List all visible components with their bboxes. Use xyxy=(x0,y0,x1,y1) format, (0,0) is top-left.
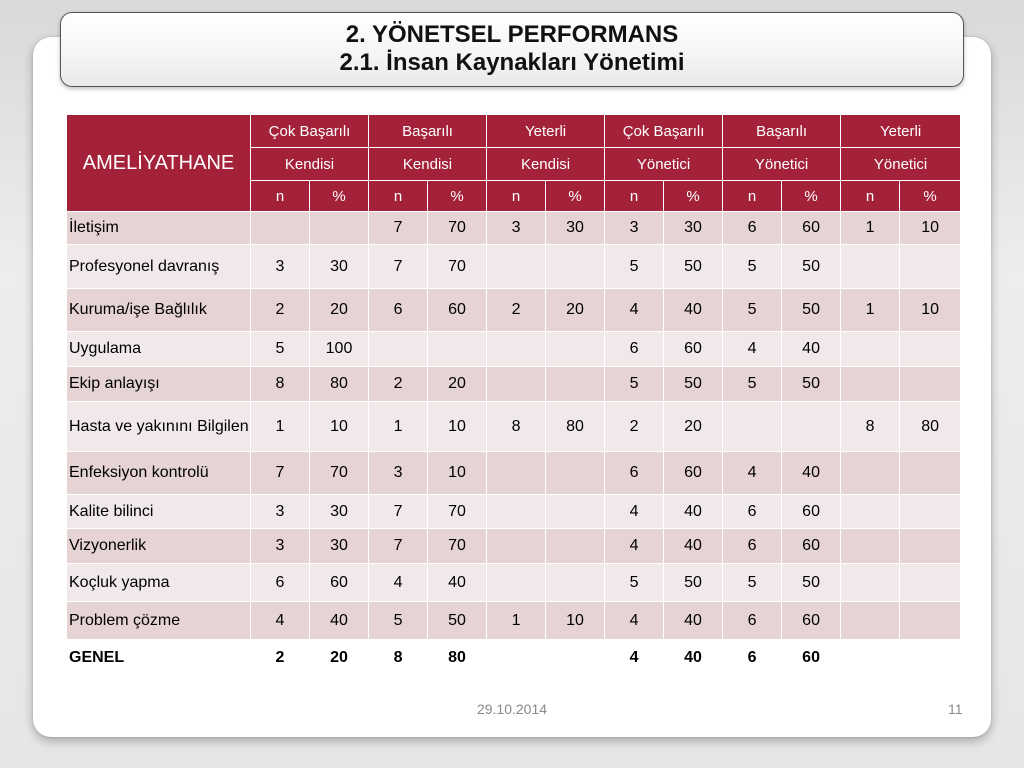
n-cell xyxy=(487,367,546,402)
group-header: Başarılı xyxy=(723,115,841,148)
n-header: n xyxy=(251,181,310,212)
page-number: 11 xyxy=(948,701,963,717)
n-cell: 1 xyxy=(369,402,428,452)
row-label: Hasta ve yakınını Bilgilen xyxy=(67,402,251,452)
n-cell: 6 xyxy=(723,529,782,564)
n-cell xyxy=(487,332,546,367)
n-cell: 4 xyxy=(605,529,664,564)
n-cell: 8 xyxy=(251,367,310,402)
n-cell xyxy=(251,212,310,245)
pct-cell: 80 xyxy=(428,640,487,677)
n-cell: 3 xyxy=(369,452,428,495)
n-cell: 2 xyxy=(487,289,546,332)
n-cell xyxy=(841,245,900,289)
table-row xyxy=(67,289,961,332)
n-cell: 1 xyxy=(841,289,900,332)
n-cell xyxy=(487,564,546,602)
pct-cell: 40 xyxy=(310,602,369,640)
pct-cell xyxy=(900,452,961,495)
n-cell: 6 xyxy=(723,212,782,245)
table-row xyxy=(67,495,961,529)
table-row xyxy=(67,332,961,367)
pct-cell xyxy=(546,452,605,495)
pct-cell: 10 xyxy=(546,602,605,640)
table-row xyxy=(67,564,961,602)
pct-cell: 30 xyxy=(310,529,369,564)
n-cell xyxy=(723,402,782,452)
group-header: Başarılı xyxy=(369,115,487,148)
row-label: Ekip anlayışı xyxy=(67,367,251,402)
n-cell xyxy=(487,529,546,564)
n-cell: 4 xyxy=(605,289,664,332)
pct-cell: 60 xyxy=(782,602,841,640)
pct-cell: 10 xyxy=(900,289,961,332)
pct-cell: 10 xyxy=(428,402,487,452)
pct-cell: 70 xyxy=(310,452,369,495)
n-cell: 4 xyxy=(723,332,782,367)
pct-cell xyxy=(900,529,961,564)
n-cell: 3 xyxy=(251,245,310,289)
pct-cell: 40 xyxy=(664,640,723,677)
pct-cell: 40 xyxy=(664,602,723,640)
n-cell xyxy=(487,245,546,289)
pct-cell: 70 xyxy=(428,529,487,564)
pct-cell: 40 xyxy=(428,564,487,602)
pct-cell: 30 xyxy=(310,245,369,289)
row-label: Profesyonel davranış xyxy=(67,245,251,289)
n-cell: 7 xyxy=(369,245,428,289)
n-cell: 5 xyxy=(605,564,664,602)
n-cell: 4 xyxy=(369,564,428,602)
pct-cell xyxy=(900,245,961,289)
pct-cell: 50 xyxy=(782,564,841,602)
table-row xyxy=(67,212,961,245)
row-label: Problem çözme xyxy=(67,602,251,640)
pct-cell: 30 xyxy=(664,212,723,245)
table-row xyxy=(67,640,961,677)
n-cell xyxy=(841,564,900,602)
row-label: Kuruma/işe Bağlılık xyxy=(67,289,251,332)
rater-header: Yönetici xyxy=(605,148,723,181)
n-cell xyxy=(841,602,900,640)
pct-cell xyxy=(782,402,841,452)
n-cell: 1 xyxy=(487,602,546,640)
pct-cell: 20 xyxy=(428,367,487,402)
pct-cell: 10 xyxy=(428,452,487,495)
row-label: Vizyonerlik xyxy=(67,529,251,564)
pct-cell: 40 xyxy=(782,452,841,495)
pct-cell: 40 xyxy=(782,332,841,367)
pct-cell: 100 xyxy=(310,332,369,367)
footer-date: 29.10.2014 xyxy=(476,701,548,717)
n-cell: 3 xyxy=(487,212,546,245)
pct-header: % xyxy=(664,181,723,212)
pct-cell: 20 xyxy=(310,289,369,332)
table-row xyxy=(67,245,961,289)
n-cell xyxy=(841,495,900,529)
n-header: n xyxy=(487,181,546,212)
pct-cell: 20 xyxy=(310,640,369,677)
rater-header: Kendisi xyxy=(369,148,487,181)
row-label: İletişim xyxy=(67,212,251,245)
n-cell xyxy=(841,529,900,564)
table-corner-header: AMELİYATHANE xyxy=(67,115,251,212)
table-row xyxy=(67,452,961,495)
n-cell: 6 xyxy=(723,602,782,640)
page-title: 2. YÖNETSEL PERFORMANS xyxy=(345,21,679,48)
pct-cell: 80 xyxy=(900,402,961,452)
rater-header: Kendisi xyxy=(251,148,369,181)
title-box xyxy=(60,12,964,87)
n-cell xyxy=(487,452,546,495)
n-cell: 2 xyxy=(251,640,310,677)
pct-header: % xyxy=(782,181,841,212)
pct-cell: 60 xyxy=(664,452,723,495)
pct-cell: 60 xyxy=(310,564,369,602)
pct-cell: 40 xyxy=(664,529,723,564)
pct-cell xyxy=(546,332,605,367)
n-cell: 1 xyxy=(841,212,900,245)
pct-cell: 70 xyxy=(428,495,487,529)
pct-cell: 60 xyxy=(782,495,841,529)
n-cell: 5 xyxy=(605,245,664,289)
n-cell xyxy=(841,332,900,367)
table-row xyxy=(67,402,961,452)
n-cell: 5 xyxy=(723,289,782,332)
pct-cell xyxy=(310,212,369,245)
table-row xyxy=(67,602,961,640)
n-cell: 3 xyxy=(605,212,664,245)
n-cell xyxy=(369,332,428,367)
n-cell: 4 xyxy=(723,452,782,495)
pct-cell xyxy=(546,564,605,602)
pct-header: % xyxy=(546,181,605,212)
n-cell: 6 xyxy=(605,452,664,495)
pct-cell: 50 xyxy=(428,602,487,640)
n-cell: 6 xyxy=(723,640,782,677)
n-cell: 5 xyxy=(723,564,782,602)
group-header: Yeterli xyxy=(841,115,961,148)
performance-table xyxy=(66,114,961,677)
n-cell: 6 xyxy=(251,564,310,602)
pct-cell: 60 xyxy=(782,212,841,245)
n-cell xyxy=(487,640,546,677)
n-header: n xyxy=(723,181,782,212)
pct-cell: 60 xyxy=(428,289,487,332)
pct-cell xyxy=(546,367,605,402)
pct-cell: 80 xyxy=(546,402,605,452)
pct-cell xyxy=(900,495,961,529)
rater-header: Yönetici xyxy=(841,148,961,181)
pct-cell: 50 xyxy=(782,367,841,402)
pct-header: % xyxy=(900,181,961,212)
pct-cell: 20 xyxy=(546,289,605,332)
n-cell: 5 xyxy=(251,332,310,367)
pct-cell: 50 xyxy=(782,289,841,332)
pct-cell: 50 xyxy=(664,367,723,402)
n-header: n xyxy=(369,181,428,212)
n-cell: 2 xyxy=(369,367,428,402)
n-cell: 6 xyxy=(369,289,428,332)
row-label: Kalite bilinci xyxy=(67,495,251,529)
pct-cell xyxy=(546,245,605,289)
pct-cell xyxy=(900,367,961,402)
pct-cell xyxy=(900,332,961,367)
n-cell: 5 xyxy=(605,367,664,402)
row-label: Uygulama xyxy=(67,332,251,367)
n-cell: 3 xyxy=(251,495,310,529)
n-header: n xyxy=(841,181,900,212)
n-cell: 4 xyxy=(251,602,310,640)
pct-cell: 70 xyxy=(428,245,487,289)
row-label: Enfeksiyon kontrolü xyxy=(67,452,251,495)
pct-cell xyxy=(428,332,487,367)
n-cell: 7 xyxy=(369,212,428,245)
pct-cell xyxy=(546,529,605,564)
pct-cell: 50 xyxy=(664,245,723,289)
n-cell: 8 xyxy=(487,402,546,452)
n-cell: 6 xyxy=(723,495,782,529)
pct-cell: 50 xyxy=(782,245,841,289)
pct-cell: 60 xyxy=(782,529,841,564)
pct-cell xyxy=(900,602,961,640)
n-cell: 7 xyxy=(251,452,310,495)
table-body xyxy=(67,212,961,677)
n-cell: 7 xyxy=(369,495,428,529)
rater-header: Yönetici xyxy=(723,148,841,181)
n-cell xyxy=(841,640,900,677)
pct-cell: 80 xyxy=(310,367,369,402)
pct-cell: 40 xyxy=(664,289,723,332)
pct-header: % xyxy=(428,181,487,212)
n-cell: 7 xyxy=(369,529,428,564)
n-cell: 2 xyxy=(605,402,664,452)
n-cell: 4 xyxy=(605,495,664,529)
n-cell: 3 xyxy=(251,529,310,564)
n-cell xyxy=(841,452,900,495)
n-cell: 8 xyxy=(369,640,428,677)
table-row xyxy=(67,529,961,564)
group-header: Çok Başarılı xyxy=(605,115,723,148)
n-cell: 8 xyxy=(841,402,900,452)
n-cell: 1 xyxy=(251,402,310,452)
pct-cell: 70 xyxy=(428,212,487,245)
pct-cell xyxy=(546,640,605,677)
pct-cell xyxy=(900,640,961,677)
rater-header: Kendisi xyxy=(487,148,605,181)
row-label: GENEL xyxy=(67,640,251,677)
n-cell: 5 xyxy=(723,245,782,289)
pct-cell: 30 xyxy=(310,495,369,529)
pct-cell xyxy=(546,495,605,529)
n-cell: 4 xyxy=(605,640,664,677)
pct-cell: 50 xyxy=(664,564,723,602)
table-row xyxy=(67,367,961,402)
pct-cell: 10 xyxy=(310,402,369,452)
n-cell: 5 xyxy=(723,367,782,402)
pct-cell: 60 xyxy=(664,332,723,367)
n-cell xyxy=(487,495,546,529)
pct-cell xyxy=(900,564,961,602)
n-cell: 6 xyxy=(605,332,664,367)
pct-cell: 20 xyxy=(664,402,723,452)
page-subtitle: 2.1. İnsan Kaynakları Yönetimi xyxy=(339,49,685,76)
n-cell: 5 xyxy=(369,602,428,640)
row-label: Koçluk yapma xyxy=(67,564,251,602)
n-cell xyxy=(841,367,900,402)
n-cell: 4 xyxy=(605,602,664,640)
n-header: n xyxy=(605,181,664,212)
pct-cell: 30 xyxy=(546,212,605,245)
group-header: Yeterli xyxy=(487,115,605,148)
pct-cell: 10 xyxy=(900,212,961,245)
group-header: Çok Başarılı xyxy=(251,115,369,148)
pct-cell: 60 xyxy=(782,640,841,677)
pct-header: % xyxy=(310,181,369,212)
n-cell: 2 xyxy=(251,289,310,332)
pct-cell: 40 xyxy=(664,495,723,529)
